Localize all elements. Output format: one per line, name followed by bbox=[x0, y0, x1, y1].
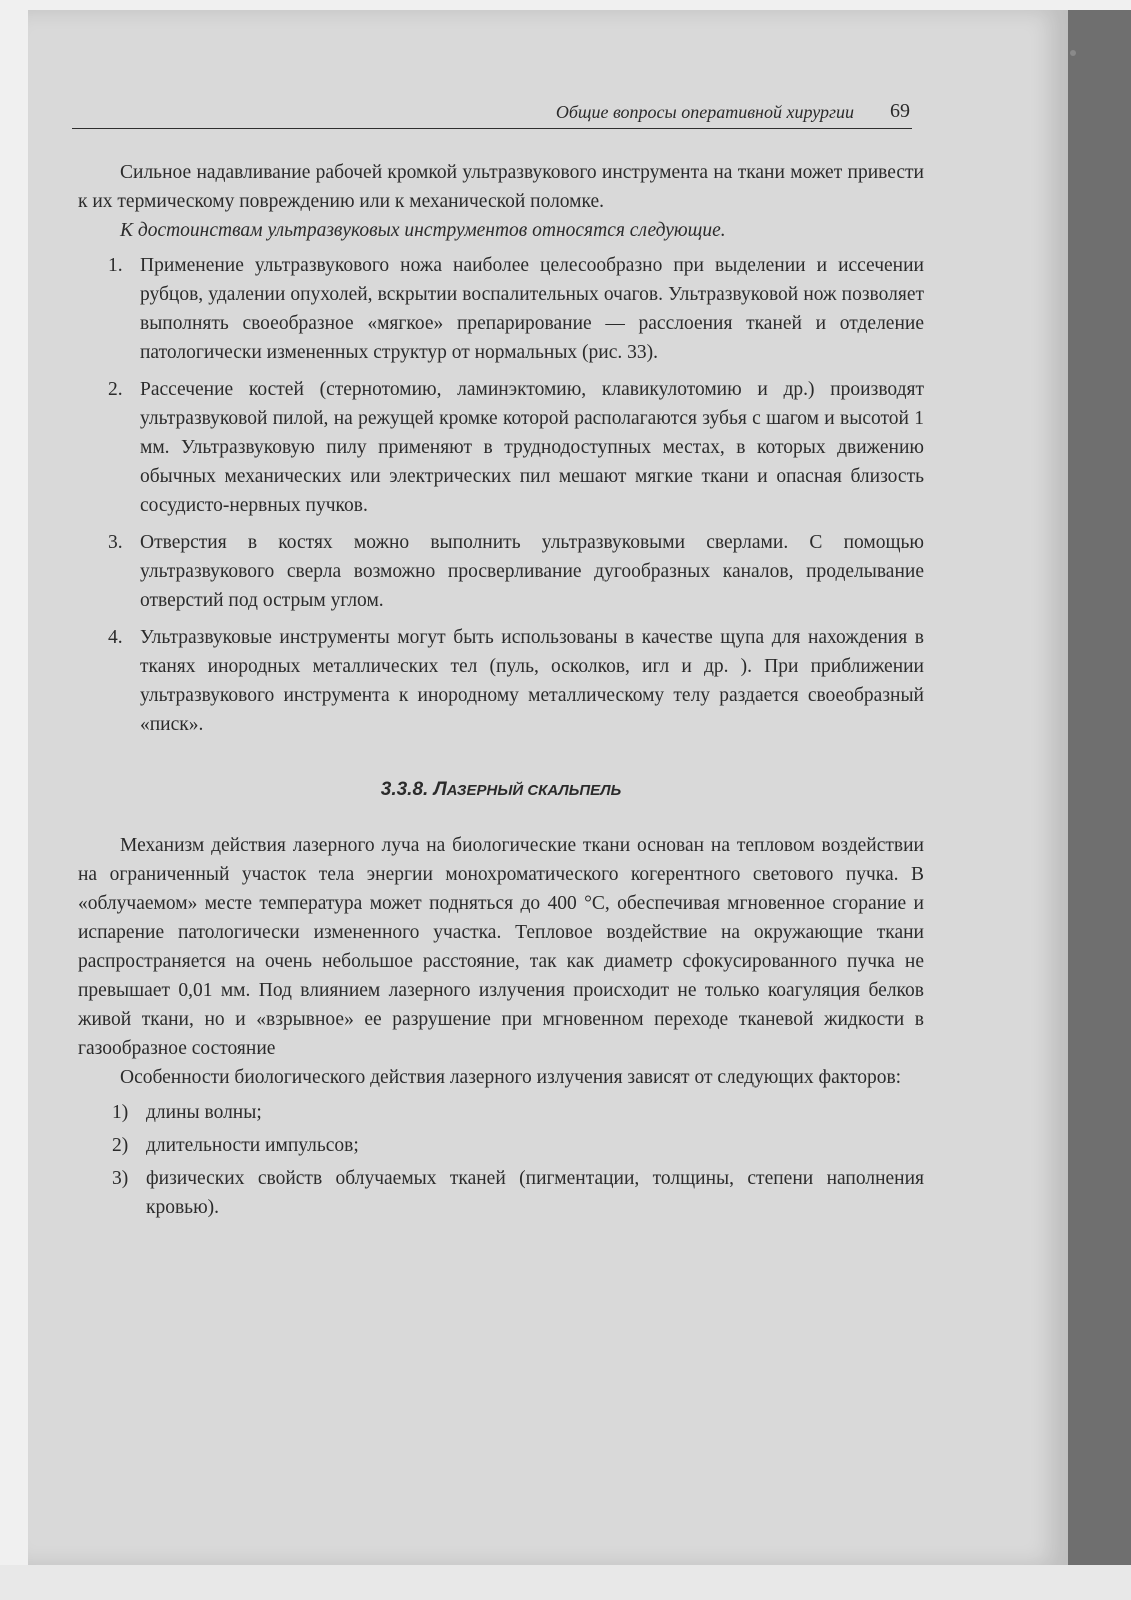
advantages-list bbox=[78, 251, 924, 739]
running-header bbox=[72, 96, 912, 129]
list-number: 3) bbox=[112, 1168, 129, 1189]
list-number: 3. bbox=[108, 532, 123, 553]
list-item bbox=[78, 251, 924, 367]
scan-margin-top bbox=[0, 0, 1131, 10]
section-heading bbox=[78, 775, 924, 805]
page-body bbox=[78, 158, 924, 1226]
section-title: АЗЕРНЫЙ СКАЛЬПЕЛЬ bbox=[446, 782, 622, 799]
list-text: длительности импульсов; bbox=[146, 1135, 359, 1156]
list-item bbox=[78, 1131, 924, 1160]
list-text: физических свойств облучаемых тканей (пигментации, толщины, степени наполнения кровью). bbox=[146, 1168, 924, 1218]
list-text: Рассечение костей (стернотомию, ламинэктомию, клавикулотомию и др.) производят ультразвуковой пилой, на режущей кромке которой располагаются зубья с шагом и высотой 1 мм. Ультразвуковую пилу применяют в труднодоступных местах, в которых движению обычных механических или электрических пил мешают мягкие ткани и опасная близость сосудисто-нервных пучков. bbox=[140, 379, 924, 516]
list-text: длины волны; bbox=[146, 1102, 262, 1123]
list-number: 1) bbox=[112, 1102, 129, 1123]
list-text: Применение ультразвукового ножа наиболее целесообразно при выделении и иссечении рубцов, удалении опухолей, вскрытии воспалительных очагов. Ультразвуковой нож позволяет выполнять своеобразное «мягкое» препарирование — расслоения тканей и отделение патологически измененных структур от нормальных (рис. 33). bbox=[140, 255, 924, 363]
list-item bbox=[78, 1098, 924, 1127]
laser-paragraph-1: Механизм действия лазерного луча на биологические ткани основан на тепловом воздействии на ограниченный участок тела энергии монохроматического когерентного светового пучка. В «облучаемом» месте температура может подняться до 400 °С, обеспечивая мгновенное сгорание и испарение патологически измененного участка. Тепловое воздействие на окружающие ткани распространяется на очень небольшое расстояние, так как диаметр сфокусированного пучка не превышает 0,01 мм. Под влиянием лазерного излучения происходит не только коагуляция белков живой ткани, но и «взрывное» ее разрушение при мгновенном переходе тканевой жидкости в газообразное состояние bbox=[78, 835, 924, 1059]
scan-speck bbox=[1070, 50, 1076, 56]
list-number: 2. bbox=[108, 379, 123, 400]
scan-margin-left bbox=[0, 0, 28, 1600]
list-item bbox=[78, 375, 924, 520]
list-item bbox=[78, 1164, 924, 1222]
list-number: 4. bbox=[108, 627, 123, 648]
list-number: 1. bbox=[108, 255, 123, 276]
list-number: 2) bbox=[112, 1135, 129, 1156]
running-title: Общие вопросы оперативной хирургии bbox=[555, 102, 854, 122]
advantages-lead: К достоинствам ультразвуковых инструментов относятся следующие. bbox=[120, 220, 726, 241]
section-number: 3.3.8. Л bbox=[380, 779, 447, 800]
list-text: Ультразвуковые инструменты могут быть использованы в качестве щупа для нахождения в тканях инородных металлических тел (пуль, осколков, игл и др. ). При приближении ультразвукового инструмента к инородному металлическому телу раздается своеобразный «писк». bbox=[140, 627, 924, 735]
laser-paragraph-2: Особенности биологического действия лазерного излучения зависят от следующих факторов: bbox=[120, 1067, 902, 1088]
page-number: 69 bbox=[890, 100, 910, 122]
list-item bbox=[78, 623, 924, 739]
list-item bbox=[78, 528, 924, 615]
factors-list bbox=[78, 1098, 924, 1222]
intro-paragraph: Сильное надавливание рабочей кромкой ультразвукового инструмента на ткани может привести к их термическому повреждению или к механической поломке. bbox=[78, 162, 924, 212]
scan-margin-bottom bbox=[0, 1565, 1131, 1600]
list-text: Отверстия в костях можно выполнить ультразвуковыми сверлами. С помощью ультразвукового сверла возможно просверливание дугообразных каналов, проделывание отверстий под острым углом. bbox=[140, 532, 924, 611]
